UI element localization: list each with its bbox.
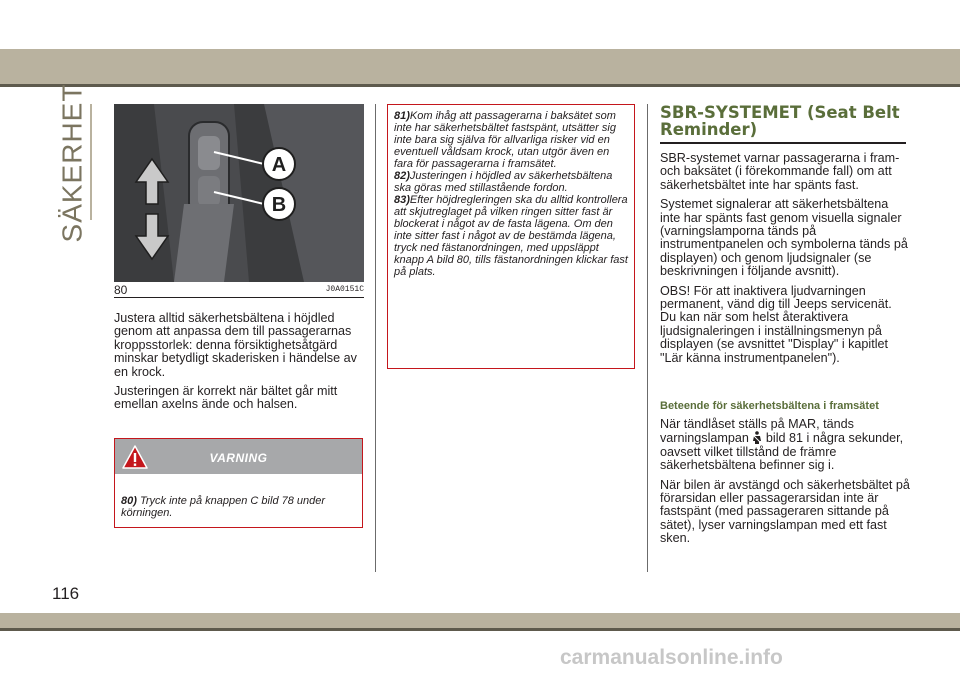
warning-text: Tryck inte på knappen C bild 78 under körningen. bbox=[121, 495, 326, 519]
paragraph: Systemet signalerar att säkerhetsbältena inte har spänts fast genom visuella signaler (varningslamporna tänds på instrumentpanelen och symbolerna tänds på displayen) och genom ljudsignaler (se beskrivningen i följande avsnitt). bbox=[660, 197, 908, 279]
note-text: Efter höjdregleringen ska du alltid kontrollera att skjutreglaget på vilken ringen sitter fast är blockerat i något av de fasta lägena. Om den inte sitter fast i något av de bestämda lägena, tryck ned fästanordningen, med uppsläppt knapp A bild 80, tills fästanordningen klickar fast på plats. bbox=[394, 194, 628, 278]
note-item bbox=[394, 170, 628, 194]
notes-box bbox=[387, 104, 635, 369]
header-band-line bbox=[0, 84, 960, 87]
header-band bbox=[0, 49, 960, 84]
note-number: 81) bbox=[394, 110, 410, 122]
warning-number: 80) bbox=[121, 495, 137, 507]
section-heading-rule bbox=[660, 142, 906, 144]
side-label-rule bbox=[90, 104, 92, 220]
paragraph: Justera alltid säkerhetsbältena i höjdled genom att anpassa dem till passagerarnas kroppsstorlek: denna försiktighetsåtgärd minskar betydligt skaderisken i händelse av en krock. bbox=[114, 311, 357, 379]
section-side-label bbox=[52, 83, 92, 243]
figure-seatbelt-adjuster bbox=[114, 104, 364, 282]
paragraph-text: När tändlåset ställs på MAR, tänds varningslampan bbox=[660, 417, 854, 446]
page-number: 116 bbox=[52, 584, 80, 603]
warning-box bbox=[114, 438, 363, 528]
note-text: Kom ihåg att passagerarna i baksätet som inte har säkerhetsbältet fastspänt, utsätter sig inte bara sig själva för allvarliga risker vid en eventuell våldsam krock, utan utgör även en fara för passagerarna i framsätet. bbox=[394, 110, 616, 170]
note-number: 82) bbox=[394, 170, 410, 182]
column-3-text bbox=[660, 152, 910, 371]
note-item bbox=[394, 194, 628, 278]
paragraph: När bilen är avstängd och säkerhetsbältet på förarsidan eller passagerarsidan inte är fastspänt (med passageraren sittande på sätet), lyser varningslampan med ett fast sken. bbox=[660, 477, 910, 546]
callout-a-label: A bbox=[271, 154, 287, 176]
warning-body bbox=[121, 495, 359, 519]
column-divider-1 bbox=[375, 104, 376, 572]
seatbelt-warning-icon bbox=[752, 431, 762, 444]
note-item bbox=[394, 110, 628, 170]
note-number: 83) bbox=[394, 194, 410, 206]
section-heading: SBR-SYSTEMET (Seat Belt Reminder) bbox=[660, 103, 900, 139]
paragraph-text: bild 81 i några sekunder, oavsett vilket tillstånd de främre säkerhetsbältena befinner sig i. bbox=[660, 431, 904, 473]
column-3-text-lower bbox=[660, 418, 910, 552]
column-1-text bbox=[114, 312, 366, 418]
section-side-label-text: SÄKERHET bbox=[56, 83, 87, 243]
figure-number: 80 bbox=[114, 283, 128, 297]
note-text: Justeringen i höjdled av säkerhetsbältena ska göras med stillastående fordon. bbox=[394, 170, 613, 194]
watermark: carmanualsonline.info bbox=[560, 646, 783, 669]
column-divider-2 bbox=[647, 104, 648, 572]
figure-caption bbox=[114, 283, 364, 297]
footer-band-line bbox=[0, 628, 960, 631]
paragraph: Justeringen är korrekt när bältet går mitt emellan axelns ände och halsen. bbox=[114, 384, 338, 412]
paragraph: SBR-systemet varnar passagerarna i fram- och baksätet (i förekommande fall) om att säkerhetsbältet inte har spänts fast. bbox=[660, 151, 900, 192]
paragraph: OBS! För att inaktivera ljudvarningen permanent, vänd dig till Jeeps servicenät. Du kan när som helst återaktivera ljudsignaleringen i inställningsmenyn på displayen (se avsnittet "Display" i kapitlet "Lär känna instrumentpanelen"). bbox=[660, 283, 892, 365]
figure-code: J0A0151C bbox=[325, 285, 364, 294]
warning-header bbox=[115, 439, 362, 474]
paragraph bbox=[660, 418, 910, 473]
callout-b-label: B bbox=[271, 194, 287, 216]
warning-title: VARNING bbox=[209, 451, 268, 465]
figure-caption-rule bbox=[114, 297, 364, 298]
seatbelt-illustration bbox=[114, 104, 364, 282]
page-top-margin bbox=[0, 0, 960, 44]
subheading: Beteende för säkerhetsbältena i framsätet bbox=[660, 400, 879, 412]
footer-band bbox=[0, 613, 960, 628]
